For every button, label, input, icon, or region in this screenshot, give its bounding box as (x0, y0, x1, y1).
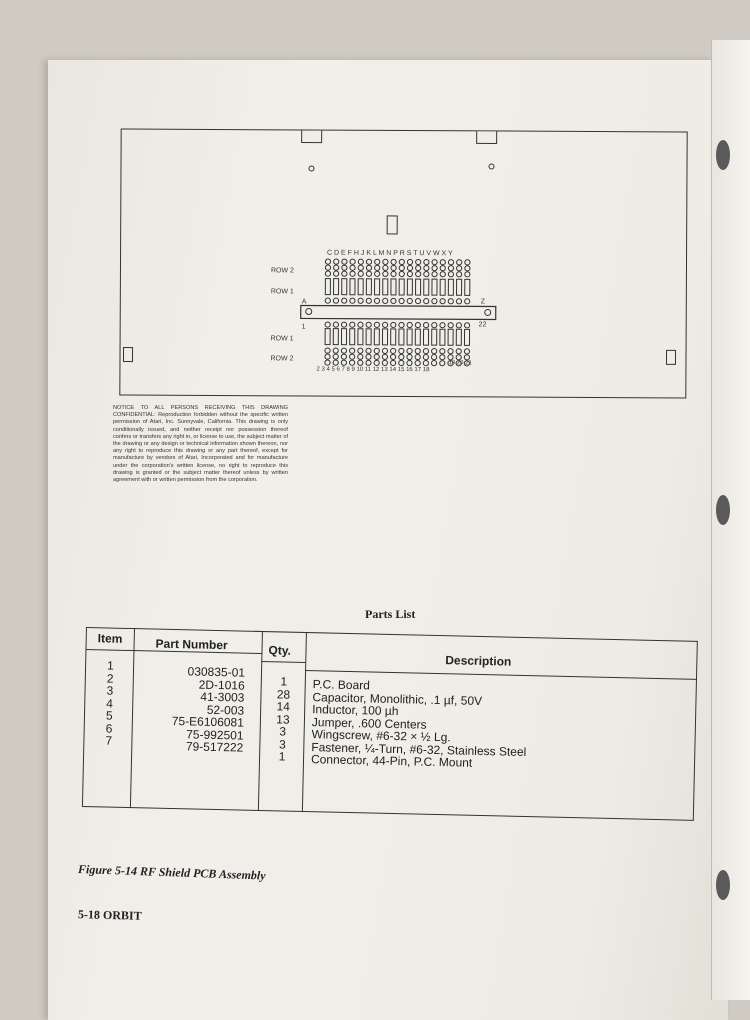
pcb-component-mark (358, 271, 363, 276)
pcb-component-mark (407, 322, 412, 327)
pcb-component-mark (366, 259, 371, 264)
pcb-component-mark (440, 266, 445, 271)
pcb-component-mark (440, 349, 445, 354)
pcb-component-mark (341, 360, 346, 365)
binder-page-edge (711, 40, 750, 1000)
pcb-component-mark (374, 348, 379, 353)
pcb-component-mark (416, 279, 421, 295)
pcb-component-mark (432, 260, 437, 265)
pcb-component-mark (407, 329, 412, 345)
pcb-component-mark (350, 348, 355, 353)
pcb-component-mark (464, 349, 469, 354)
figure-caption: Figure 5-14 RF Shield PCB Assembly (77, 862, 266, 883)
pcb-component-mark (431, 355, 436, 360)
pcb-component-mark (399, 360, 404, 365)
pcb-component-mark (423, 323, 428, 328)
header-part-number: Part Number (155, 636, 228, 653)
pcb-component-mark (407, 259, 412, 264)
qty-column: 1 28 14 13 3 3 1 (276, 674, 291, 764)
pcb-component-mark (382, 322, 387, 327)
pcb-component-mark (440, 299, 445, 304)
pcb-component-mark (383, 265, 388, 270)
pcb-component-mark (415, 298, 420, 303)
header-qty: Qty. (268, 643, 292, 658)
pcb-component-mark (440, 355, 445, 360)
pcb-component-mark (334, 265, 339, 270)
pcb-component-mark (424, 272, 429, 277)
pcb-component-mark (366, 298, 371, 303)
pcb-component-mark (407, 279, 412, 295)
pcb-component-mark (366, 322, 371, 327)
pcb-component-mark (432, 349, 437, 354)
pcb-component-mark (415, 354, 420, 359)
pcb-component-mark (382, 348, 387, 353)
pcb-component-mark (342, 271, 347, 276)
pcb-component-mark (366, 265, 371, 270)
pcb-component-mark (350, 298, 355, 303)
pcb-component-mark (342, 298, 347, 303)
pcb-component-mark (382, 360, 387, 365)
pcb-component-mark (325, 279, 330, 295)
pcb-component-mark (399, 322, 404, 327)
binder-hole (716, 140, 730, 170)
pcb-component-mark (448, 329, 453, 345)
pcb-component-mark (366, 329, 371, 345)
pcb-component-mark (333, 348, 338, 353)
pcb-component-mark (358, 348, 363, 353)
pcb-component-mark (358, 259, 363, 264)
pcb-component-mark (391, 322, 396, 327)
pcb-component-mark (349, 354, 354, 359)
pcb-component-mark (366, 279, 371, 295)
pcb-component-mark (325, 354, 330, 359)
pcb-component-mark (432, 299, 437, 304)
pcb-component-mark (465, 279, 470, 295)
pcb-component-mark (374, 298, 379, 303)
pcb-component-mark (358, 354, 363, 359)
pcb-component-mark (342, 265, 347, 270)
pcb-component-mark (334, 259, 339, 264)
pcb-component-mark (432, 279, 437, 295)
label-1: 1 (301, 323, 306, 331)
header-description: Description (445, 653, 512, 669)
pcb-component-mark (416, 265, 421, 270)
pcb-component-mark (399, 298, 404, 303)
pcb-component-mark (333, 360, 338, 365)
pcb-component-mark (366, 354, 371, 359)
pcb-component-mark (432, 329, 437, 345)
pcb-component-mark (334, 279, 339, 295)
pcb-component-mark (431, 361, 436, 366)
pcb-component-mark (390, 360, 395, 365)
pcb-component-mark (448, 355, 453, 360)
pcb-component-mark (465, 272, 470, 277)
pcb-component-mark (416, 271, 421, 276)
pcb-component-mark (456, 299, 461, 304)
pcb-component-mark (341, 354, 346, 359)
pcb-component-mark (424, 266, 429, 271)
item-column: 1 2 3 4 5 6 7 (105, 658, 114, 748)
pcb-component-mark (391, 348, 396, 353)
pcb-component-mark (391, 279, 396, 295)
pcb-component-mark (358, 298, 363, 303)
pcb-component-mark (415, 322, 420, 327)
pcb-component-mark (448, 279, 453, 295)
pcb-component-mark (350, 322, 355, 327)
pcb-component-mark (448, 272, 453, 277)
pcb-component-mark (423, 329, 428, 345)
pcb-component-mark (358, 265, 363, 270)
pcb-component-mark (424, 299, 429, 304)
pcb-component-mark (464, 329, 469, 345)
pcb-component-mark (399, 271, 404, 276)
pcb-component-mark (415, 329, 420, 345)
pcb-component-mark (399, 259, 404, 264)
pcb-component-mark (448, 266, 453, 271)
pcb-component-mark (440, 329, 445, 345)
row2-bottom-label: ROW 2 (270, 355, 294, 363)
pcb-component-mark (464, 323, 469, 328)
description-column: P.C. Board Capacitor, Monolithic, .1 µf, 50V Inductor, 100 µh Jumper, .600 Centers Wingscrew, #6-32 × ½ Lg. Fastener, ¼-Turn, #6-32, Stainless Steel Connector, 44-Pin, P.C. Mount (310, 677, 527, 770)
parts-list-title: Parts List (365, 607, 416, 621)
pcb-component-mark (407, 354, 412, 359)
pcb-component-mark (456, 349, 461, 354)
pcb-component-mark (341, 322, 346, 327)
pcb-component-mark (399, 279, 404, 295)
parts-list-table (82, 627, 698, 821)
pcb-component-mark (407, 271, 412, 276)
pcb-component-mark (382, 354, 387, 359)
pcb-component-mark (350, 259, 355, 264)
row1-top-label: ROW 1 (270, 288, 294, 296)
pcb-component-mark (457, 279, 462, 295)
pcb-component-mark (333, 298, 338, 303)
pcb-component-mark (350, 329, 355, 345)
pcb-component-mark (325, 348, 330, 353)
pcb-component-mark (464, 355, 469, 360)
pcb-component-mark (424, 260, 429, 265)
pcb-component-mark (407, 265, 412, 270)
bottom-numbers-extra: 19 20 21 (448, 360, 472, 367)
pcb-component-mark (448, 299, 453, 304)
pcb-component-mark (399, 265, 404, 270)
pcb-component-mark (407, 348, 412, 353)
pcb-component-mark (407, 360, 412, 365)
pcb-component-mark (334, 271, 339, 276)
label-a: A (301, 298, 307, 306)
pcb-component-mark (423, 355, 428, 360)
column-letters: C D E F H J K L M N P R S T U V W X Y (327, 249, 453, 258)
pcb-component-mark (399, 354, 404, 359)
pcb-component-mark (342, 279, 347, 295)
pcb-component-mark (375, 259, 380, 264)
part-number-column: 030835-01 2D-1016 41-3003 52-003 75-E6106081 75-992501 79-517222 (171, 664, 246, 755)
row1-bottom-label: ROW 1 (270, 335, 294, 343)
pcb-component-mark (374, 329, 379, 345)
pcb-component-mark (382, 329, 387, 345)
pcb-component-mark (325, 271, 330, 276)
pcb-component-mark (350, 279, 355, 295)
pcb-component-mark (415, 348, 420, 353)
pcb-component-mark (333, 354, 338, 359)
pcb-component-mark (325, 298, 330, 303)
pcb-component-mark (342, 259, 347, 264)
label-z: Z (480, 298, 486, 306)
pcb-component-mark (325, 265, 330, 270)
pcb-component-mark (366, 360, 371, 365)
pcb-component-mark (325, 329, 330, 345)
pcb-component-mark (432, 272, 437, 277)
pcb-component-mark (440, 323, 445, 328)
pcb-component-mark (374, 360, 379, 365)
pcb-component-mark (465, 266, 470, 271)
pcb-component-mark (390, 354, 395, 359)
pcb-component-mark (325, 259, 330, 264)
pcb-component-mark (440, 272, 445, 277)
pcb-component-mark (407, 298, 412, 303)
pcb-component-mark (391, 265, 396, 270)
pcb-component-mark (383, 279, 388, 295)
pcb-component-mark (423, 349, 428, 354)
pcb-assembly-drawing (119, 129, 687, 399)
pcb-component-mark (383, 298, 388, 303)
pcb-component-mark (325, 322, 330, 327)
pcb-component-mark (457, 260, 462, 265)
pcb-component-mark (375, 265, 380, 270)
pcb-component-mark (341, 329, 346, 345)
pcb-component-mark (350, 271, 355, 276)
pcb-component-mark (457, 266, 462, 271)
pcb-component-mark (440, 260, 445, 265)
pcb-component-mark (399, 348, 404, 353)
label-22: 22 (478, 321, 487, 329)
page-footer: 5-18 ORBIT (77, 907, 142, 923)
pcb-component-mark (374, 322, 379, 327)
pcb-component-mark (423, 361, 428, 366)
pcb-component-mark (465, 260, 470, 265)
pcb-component-mark (440, 279, 445, 295)
pcb-component-mark (456, 355, 461, 360)
pcb-component-mark (358, 329, 363, 345)
pcb-component-mark (358, 322, 363, 327)
pcb-component-mark (391, 329, 396, 345)
pcb-component-mark (333, 329, 338, 345)
binder-hole (716, 870, 730, 900)
row2-top-label: ROW 2 (270, 267, 294, 275)
pcb-component-mark (456, 323, 461, 328)
pcb-component-mark (465, 299, 470, 304)
pcb-component-mark (432, 323, 437, 328)
pcb-component-mark (416, 259, 421, 264)
binder-hole (716, 495, 730, 525)
pcb-component-mark (333, 322, 338, 327)
pcb-component-mark (350, 265, 355, 270)
pcb-component-mark (375, 271, 380, 276)
pcb-component-mark (399, 329, 404, 345)
pcb-component-mark (391, 298, 396, 303)
pcb-component-mark (457, 272, 462, 277)
pcb-component-mark (325, 360, 330, 365)
pcb-component-mark (374, 354, 379, 359)
pcb-component-mark (456, 329, 461, 345)
header-item: Item (97, 631, 123, 646)
pcb-component-mark (375, 279, 380, 295)
pcb-component-mark (391, 271, 396, 276)
pcb-component-mark (440, 361, 445, 366)
pcb-component-mark (383, 259, 388, 264)
pcb-component-mark (432, 266, 437, 271)
pcb-component-mark (366, 348, 371, 353)
pcb-component-mark (341, 348, 346, 353)
pcb-component-mark (448, 323, 453, 328)
pcb-component-mark (391, 259, 396, 264)
pcb-component-mark (349, 360, 354, 365)
pcb-component-mark (448, 260, 453, 265)
confidentiality-notice: NOTICE TO ALL PERSONS RECEIVING THIS DRAWING CONFIDENTIAL: Reproduction forbidden without the specific written permission of Atari, Inc. Sunnyvale, California. This drawing is only conditionally issued, and neither receipt nor possession thereof confers or transfers any right in, or license to use, the subject matter of the drawing or any design or technical information shown thereon, nor any right to reproduce this drawing or any part thereof, except for manufacture by vendors of Atari, Incorporated and for manufacture under the corporation's written license, no right to reproduce this drawing is granted or the subject matter thereof unless by written agreement with or written permission from the corporation. (113, 405, 288, 484)
pcb-component-mark (383, 271, 388, 276)
pcb-component-mark (448, 349, 453, 354)
pcb-component-mark (366, 271, 371, 276)
pcb-component-mark (424, 279, 429, 295)
pcb-component-mark (358, 279, 363, 295)
bottom-numbers: 2 3 4 5 6 7 8 9 10 11 12 13 14 15 16 17 18 (316, 366, 430, 374)
pcb-component-mark (358, 360, 363, 365)
pcb-component-mark (415, 360, 420, 365)
